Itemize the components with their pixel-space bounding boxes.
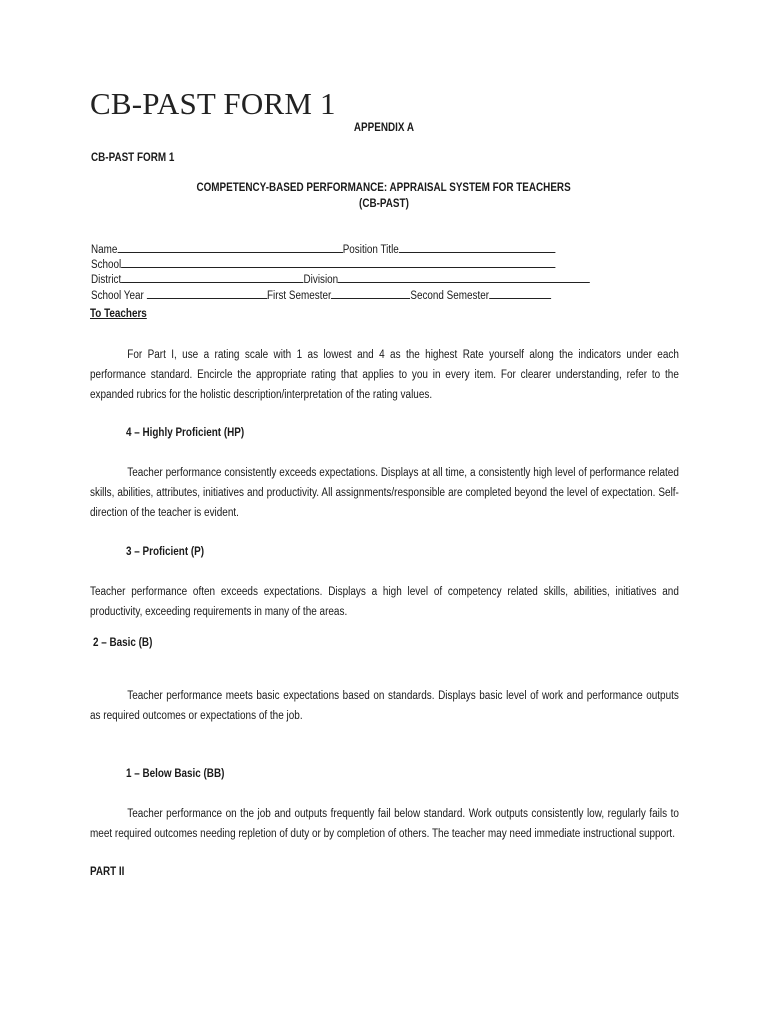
document-title: CB-PAST FORM 1: [90, 86, 336, 121]
school-year-field[interactable]: [147, 288, 267, 299]
school-year-label: School Year: [91, 290, 144, 302]
rating-4-text: Teacher performance consistently exceeds expectations. Displays at all time, a consistently high level of performance related skills, abilities, attributes, initiatives and productivity. All assignments/responsible are completed beyond the level of expectation. Self-direction of the teacher is evident.: [90, 467, 679, 519]
name-label: Name: [91, 244, 118, 256]
district-row: [91, 272, 590, 286]
division-field[interactable]: [338, 272, 590, 283]
instructions-heading: To Teachers: [90, 308, 147, 320]
rating-3-label: 3 – Proficient (P): [126, 546, 205, 558]
school-field[interactable]: [121, 257, 555, 268]
instructions-text: For Part I, use a rating scale with 1 as lowest and 4 as the highest Rate yourself along the indicators under each performance standard. Encircle the appropriate rating that applies to you in every item. For clearer understanding, refer to the expanded rubrics for the holistic description/interpretation of the rating values.: [90, 349, 679, 401]
system-abbreviation: (CB-PAST): [359, 198, 409, 210]
name-field[interactable]: [117, 242, 342, 253]
part-two-heading: PART II: [90, 866, 125, 878]
school-row: [91, 257, 556, 271]
rating-1-text: Teacher performance on the job and outputs frequently fail below standard. Work outputs consistently low, regularly fails to meet required outcomes needing repletion of duty or by completion of others. The teacher may need immediate instructional support.: [90, 808, 679, 840]
rating-1-label: 1 – Below Basic (BB): [126, 768, 225, 780]
school-year-row: [91, 288, 551, 302]
system-title: COMPETENCY-BASED PERFORMANCE: APPRAISAL SYSTEM FOR TEACHERS: [196, 182, 572, 194]
school-label: School: [91, 259, 122, 271]
rating-3-text: Teacher performance often exceeds expectations. Displays a high level of competency related skills, abilities, initiatives and productivity, exceeding requirements in many of the areas.: [90, 586, 679, 618]
division-label: Division: [303, 274, 339, 286]
position-title-label: Position Title: [342, 244, 399, 256]
form-label: CB-PAST FORM 1: [91, 152, 175, 164]
appendix-heading: APPENDIX A: [353, 122, 415, 134]
second-semester-label: Second Semester: [410, 290, 489, 302]
second-semester-field[interactable]: [489, 288, 551, 299]
position-title-field[interactable]: [399, 242, 556, 253]
district-label: District: [91, 274, 122, 286]
rating-4-label: 4 – Highly Proficient (HP): [126, 427, 245, 439]
first-semester-field[interactable]: [331, 288, 410, 299]
rating-2-text: Teacher performance meets basic expectations based on standards. Displays basic level of work and performance outputs as required outcomes or expectations of the job.: [90, 690, 679, 722]
name-row: [91, 242, 555, 256]
district-field[interactable]: [121, 272, 303, 283]
first-semester-label: First Semester: [266, 290, 332, 302]
rating-2-label: 2 – Basic (B): [93, 637, 153, 649]
